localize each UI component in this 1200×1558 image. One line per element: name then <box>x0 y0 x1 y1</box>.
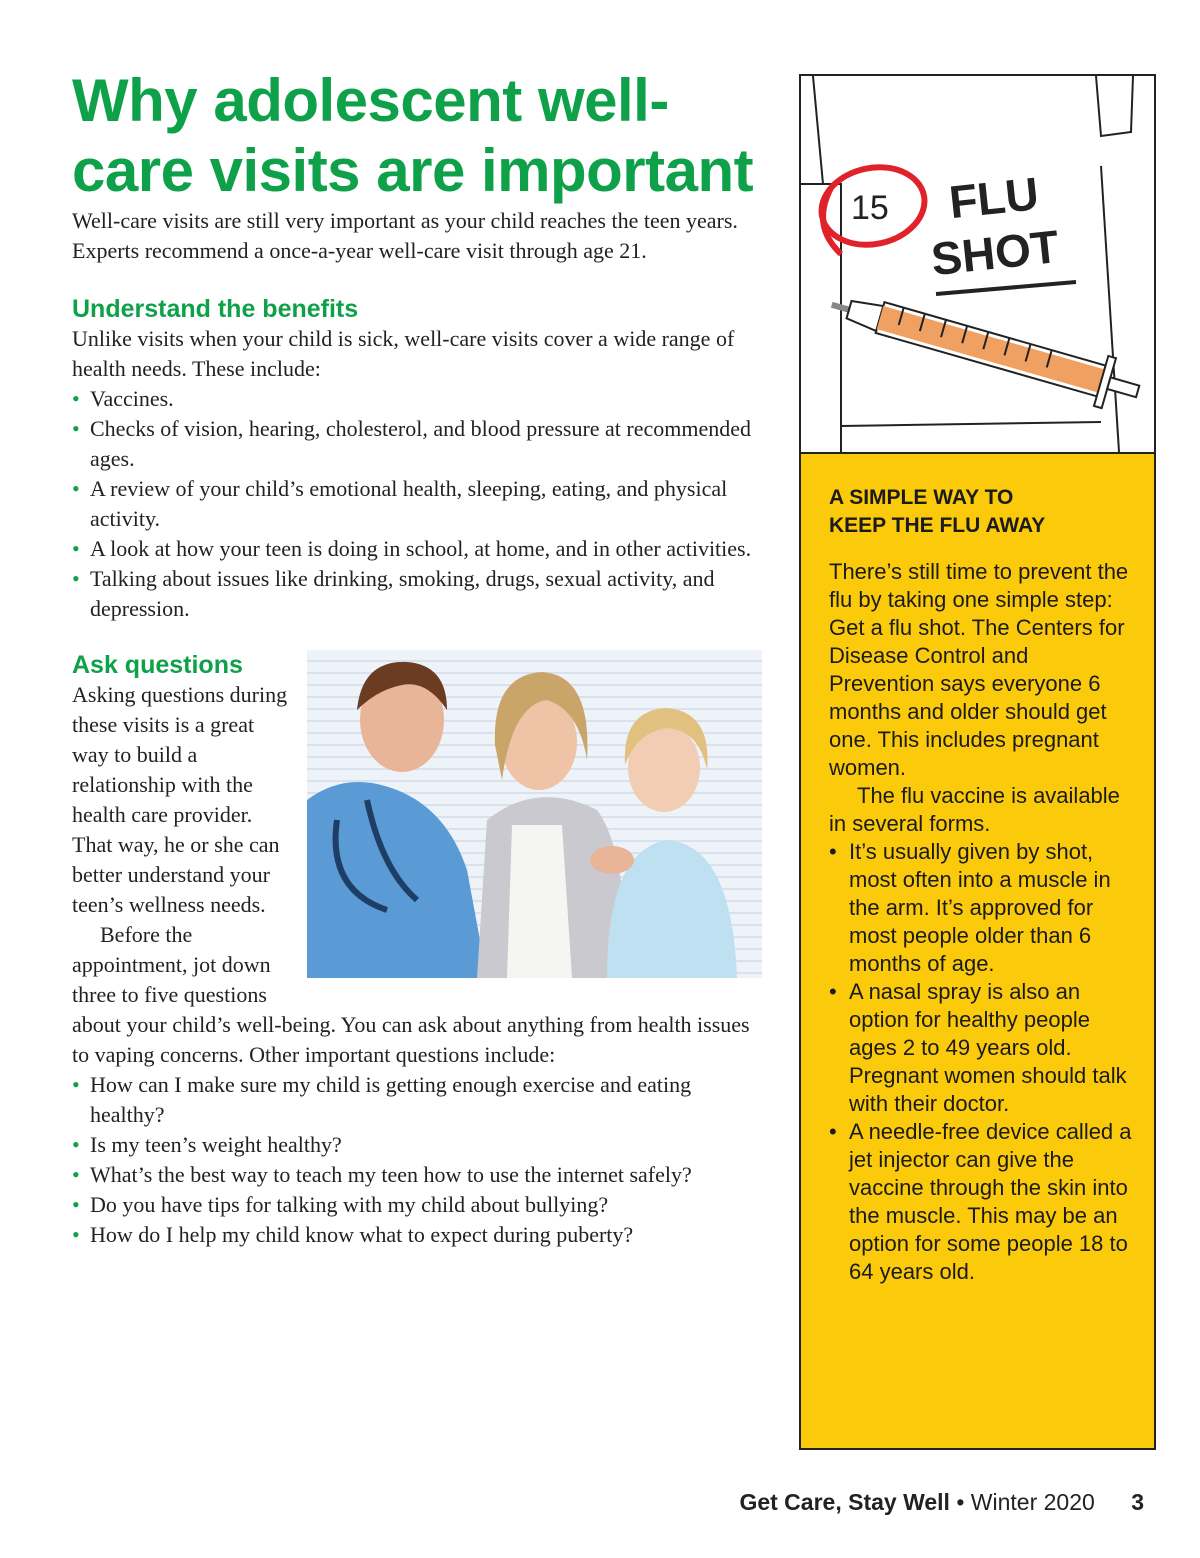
benefits-heading: Understand the benefits <box>72 295 359 323</box>
flu-sidebar <box>799 74 1156 1450</box>
list-item: • Checks of vision, hearing, cholesterol, and blood pressure at recommended ages. <box>72 414 762 474</box>
calendar-day: 15 <box>851 189 889 227</box>
questions-list <box>72 1070 762 1250</box>
benefits-list <box>72 384 762 624</box>
ask-heading: Ask questions <box>72 651 243 679</box>
list-item: • Vaccines. <box>72 384 762 414</box>
list-item: • Is my teen’s weight healthy? <box>72 1130 762 1160</box>
flu-info-box <box>801 454 1154 1448</box>
list-item: • It’s usually given by shot, most often into a muscle in the arm. It’s approved for most people older than 6 months of age. <box>829 838 1134 978</box>
ask-paragraph-2: Before the appointment, jot down three to five questions about your child’s well-being. You can ask about anything from health issues to vaping concerns. Other important questions include: <box>72 922 750 1067</box>
sidebar-heading: A SIMPLE WAY TO KEEP THE FLU AWAY <box>829 486 1046 537</box>
sidebar-paragraph-2: The flu vaccine is available in several forms. <box>829 783 1120 836</box>
list-item: • Do you have tips for talking with my child about bullying? <box>72 1190 762 1220</box>
list-item: • What’s the best way to teach my teen how to use the internet safely? <box>72 1160 762 1190</box>
flu-sign-line2: SHOT <box>928 220 1062 286</box>
photo-illustration <box>307 650 762 978</box>
page-number: 3 <box>1131 1489 1144 1515</box>
list-item: • A nasal spray is also an option for healthy people ages 2 to 49 years old. Pregnant women should talk with their doctor. <box>829 978 1134 1118</box>
flu-shot-illustration <box>801 76 1154 454</box>
ask-paragraph-1: Asking questions during these visits is a great way to build a relationship with the health care provider. That way, he or she can better understand your teen’s wellness needs. <box>72 682 288 917</box>
sidebar-paragraph-1: There’s still time to prevent the flu by taking one simple step: Get a flu shot. The Centers for Disease Control and Prevention says everyone 6 months and older should get one. This includes pregnant women. <box>829 559 1129 780</box>
article <box>72 66 762 1250</box>
list-item: • A review of your child’s emotional health, sleeping, eating, and physical activity. <box>72 474 762 534</box>
page-title: Why adolescent well-care visits are important <box>72 67 754 204</box>
doctor-family-photo <box>307 650 762 978</box>
vaccine-forms-list <box>829 838 1134 1286</box>
list-item: • How can I make sure my child is getting enough exercise and eating healthy? <box>72 1070 762 1130</box>
syringe-icon <box>825 279 1145 417</box>
benefits-text: Unlike visits when your child is sick, well-care visits cover a wide range of health needs. These include: <box>72 326 735 381</box>
list-item: • A needle-free device called a jet injector can give the vaccine through the skin into the muscle. This may be an option for some people 18 to 64 years old. <box>829 1118 1134 1286</box>
issue-date: Winter 2020 <box>970 1489 1095 1515</box>
intro-paragraph: Well-care visits are still very important as your child reaches the teen years. Experts recommend a once-a-year well-care visit through age 21. <box>72 208 738 263</box>
benefits-section <box>72 294 762 624</box>
calendar-syringe-drawing <box>801 76 1154 452</box>
list-item: • How do I help my child know what to expect during puberty? <box>72 1220 762 1250</box>
list-item: • Talking about issues like drinking, smoking, drugs, sexual activity, and depression. <box>72 564 762 624</box>
ask-section <box>72 650 762 1250</box>
footer-separator: • <box>956 1489 965 1515</box>
list-item: • A look at how your teen is doing in school, at home, and in other activities. <box>72 534 762 564</box>
flu-sign-line1: FLU <box>946 167 1042 229</box>
page-footer <box>739 1489 1144 1516</box>
magazine-name: Get Care, Stay Well <box>739 1489 950 1515</box>
